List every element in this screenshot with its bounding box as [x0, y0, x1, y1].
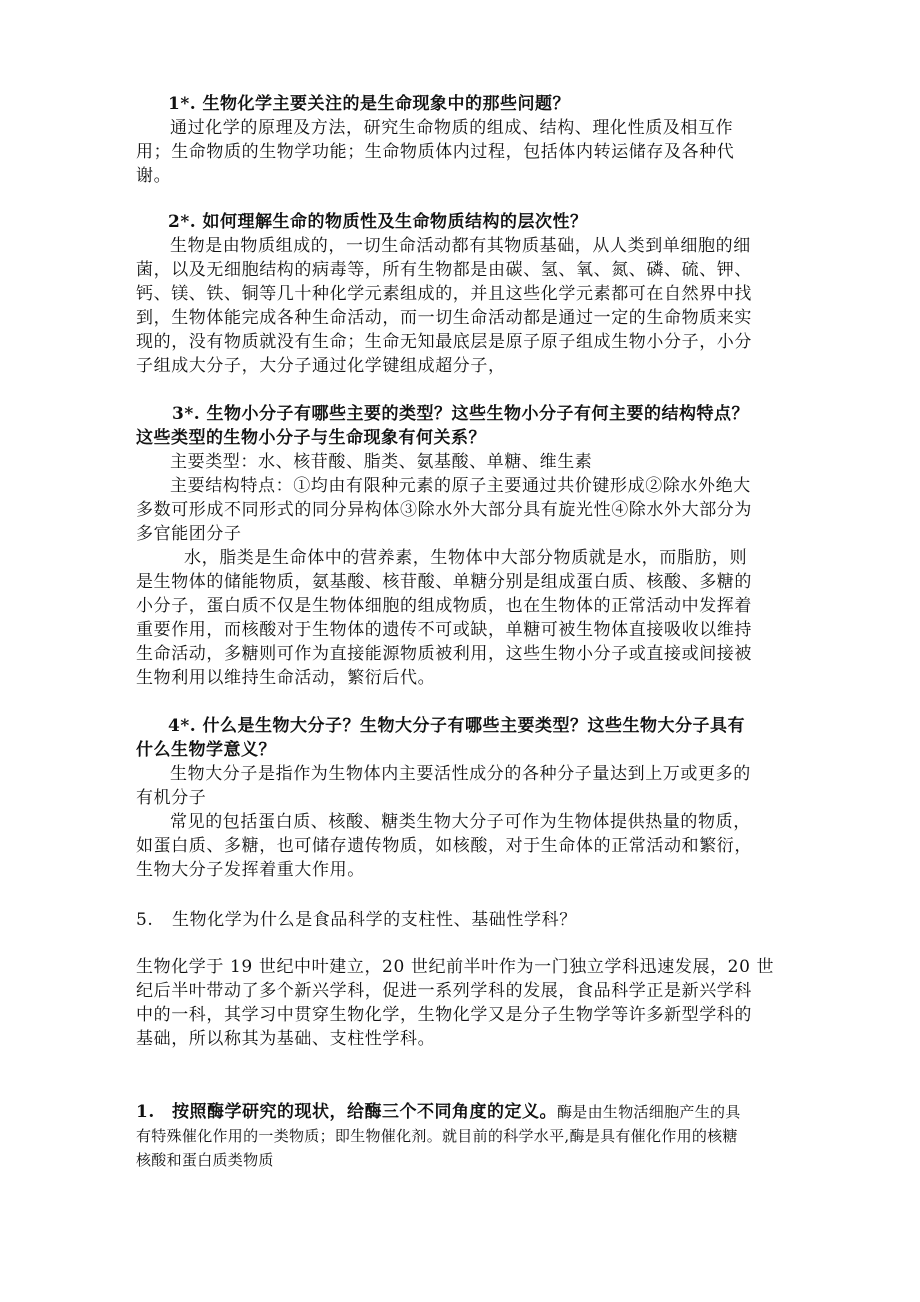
question-3-relation-line: 生命活动，多糖则可作为直接能源物质被利用，这些生物小分子或直接或间接被 [136, 644, 752, 664]
question-2 [136, 210, 784, 378]
question-3 [136, 402, 784, 690]
enzyme-answer-start: 酶是由生物活细胞产生的具 [557, 1103, 741, 1121]
question-4-types-line: 常见的包括蛋白质、核酸、糖类生物大分子可作为生物体提供热量的物质， [170, 812, 751, 832]
question-5-answer-line: 中的一科，其学习中贯穿生物化学，生物化学又是分子生物学等许多新型学科的 [136, 1005, 752, 1025]
question-5-heading-text: 生物化学为什么是食品科学的支柱性、基础性学科？ [172, 910, 577, 930]
question-4-definition-line: 生物大分子是指作为生物体内主要活性成分的各种分子量达到上万或更多的 [170, 764, 751, 784]
enzyme-heading: 按照酶学研究的现状，给酶三个不同角度的定义。 [172, 1102, 557, 1122]
question-1-answer-line: 用；生命物质的生物学功能；生命物质体内过程，包括体内转运储存及各种代 [136, 142, 735, 162]
enzyme-number: 1. [136, 1102, 155, 1122]
question-3-relation-line: 重要作用，而核酸对于生物体的遗传不可或缺，单糖可被生物体直接吸收以维持 [136, 620, 752, 640]
question-3-relation-line: 小分子，蛋白质不仅是生物体细胞的组成物质，也在生物体的正常活动中发挥着 [136, 596, 752, 616]
question-5-heading [136, 908, 784, 932]
question-3-types: 主要类型：水、核苷酸、脂类、氨基酸、单糖、维生素 [170, 452, 593, 472]
question-2-answer-line: 现的，没有物质就没有生命；生命无知最底层是原子原子组成生物小分子，小分 [136, 332, 752, 352]
question-2-answer-line: 子组成大分子，大分子通过化学键组成超分子， [136, 356, 506, 376]
question-4-definition-line: 有机分子 [136, 788, 207, 808]
question-4 [136, 714, 784, 882]
enzyme-answer-line: 有特殊催化作用的一类物质；即生物催化剂。就目前的科学水平,酶是具有催化作用的核糖 [136, 1127, 738, 1145]
question-5-number: 5. [136, 910, 154, 930]
question-1-heading: 1*. 生物化学主要关注的是生命现象中的那些问题？ [168, 94, 571, 114]
question-3-features-line: 主要结构特点：①均由有限种元素的原子主要通过共价键形成②除水外绝大 [170, 476, 751, 496]
question-4-heading: 4*. 什么是生物大分子？生物大分子有哪些主要类型？这些生物大分子具有 [168, 716, 746, 736]
question-3-heading: 3*. 生物小分子有哪些主要的类型？这些生物小分子有何主要的结构特点？ [172, 404, 750, 424]
question-5-answer-line: 纪后半叶带动了多个新兴学科，促进一系列学科的发展，食品科学正是新兴学科 [136, 981, 752, 1001]
enzyme-answer-line: 核酸和蛋白质类物质 [136, 1151, 274, 1169]
question-5 [136, 908, 784, 932]
question-4-types-line: 如蛋白质、多糖，也可储存遗传物质，如核酸，对于生命体的正常活动和繁衍， [136, 836, 752, 856]
question-1-answer-line: 谢。 [136, 166, 172, 186]
question-2-answer-line: 生物是由物质组成的，一切生命活动都有其物质基础，从人类到单细胞的细 [170, 236, 751, 256]
question-4-types-line: 生物大分子发挥着重大作用。 [136, 860, 365, 880]
question-1-answer-line: 通过化学的原理及方法，研究生命物质的组成、结构、理化性质及相互作 [170, 118, 734, 138]
question-3-heading: 这些类型的生物小分子与生命现象有何关系？ [136, 428, 486, 448]
question-3-relation-line: 是生物体的储能物质，氨基酸、核苷酸、单糖分别是组成蛋白质、核酸、多糖的 [136, 572, 752, 592]
question-4-heading: 什么生物学意义？ [136, 740, 276, 760]
question-2-answer-line: 菌，以及无细胞结构的病毒等，所有生物都是由碳、氢、氧、氮、磷、硫、钾、 [136, 260, 752, 280]
enzyme-heading-line [136, 1100, 784, 1124]
question-3-relation-line: 水，脂类是生命体中的营养素，生物体中大部分物质就是水，而脂肪，则 [184, 548, 748, 568]
question-3-relation-line: 生物利用以维持生命活动，繁衍后代。 [136, 668, 436, 688]
question-3-features-line: 多数可形成不同形式的同分异构体③除水外大部分具有旋光性④除水外大部分为 [136, 500, 752, 520]
question-5-answer [136, 955, 784, 1051]
enzyme-question [136, 1100, 784, 1172]
question-5-answer-line: 生物化学于 19 世纪中叶建立，20 世纪前半叶作为一门独立学科迅速发展，20 世 [136, 957, 775, 977]
question-2-heading: 2*. 如何理解生命的物质性及生命物质结构的层次性？ [168, 212, 588, 232]
question-2-answer-line: 到，生物体能完成各种生命活动，而一切生命活动都是通过一定的生命物质来实 [136, 308, 752, 328]
question-5-answer-line: 基础，所以称其为基础、支柱性学科。 [136, 1029, 436, 1049]
question-1 [136, 92, 784, 188]
question-2-answer-line: 钙、镁、铁、铜等几十种化学元素组成的，并且这些化学元素都可在自然界中找 [136, 284, 752, 304]
question-3-features-line: 多官能团分子 [136, 524, 242, 544]
